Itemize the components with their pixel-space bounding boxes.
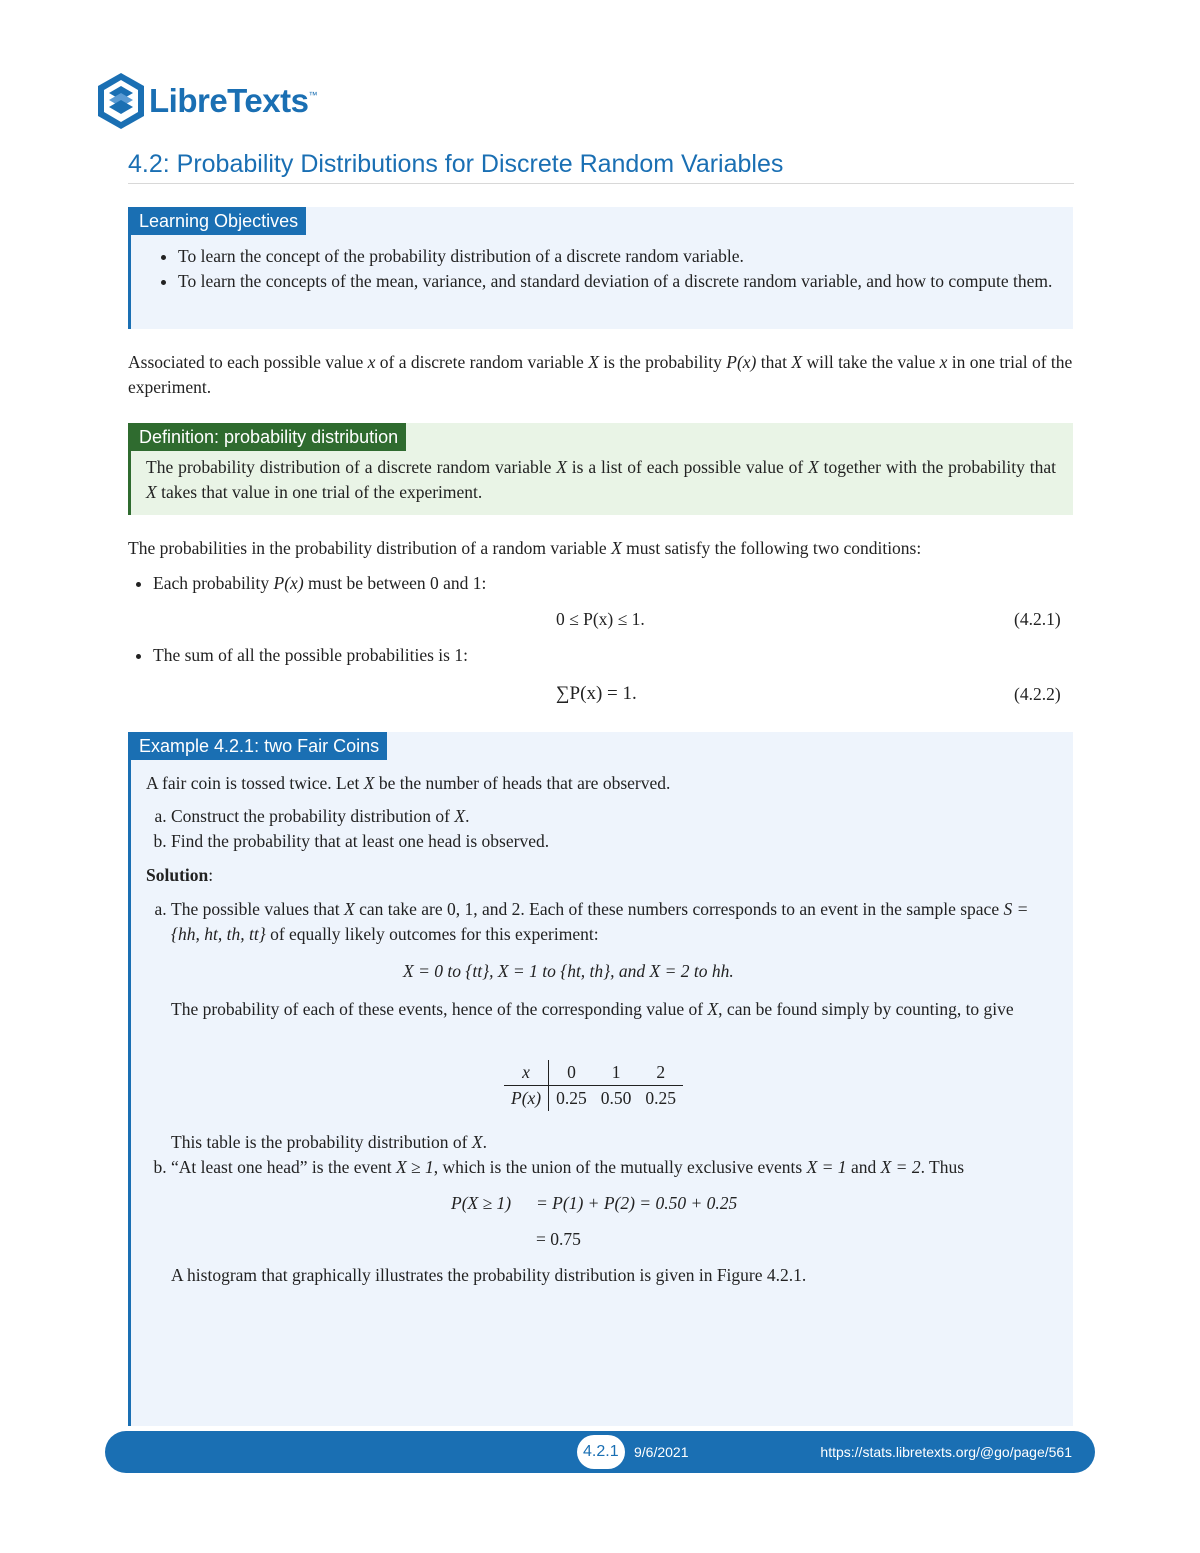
brand-name: LibreTexts™ (149, 82, 317, 119)
calc-line-1-rhs: = P(1) + P(2) = 0.50 + 0.25 (536, 1193, 738, 1213)
solution-list-a (146, 897, 1061, 947)
conditions-intro: The probabilities in the probability distribution of a random variable X must satisfy the following two conditions: (128, 538, 922, 558)
equation-4-2-1: 0 ≤ P(x) ≤ 1. (556, 609, 645, 629)
calc-line-2-rhs: = 0.75 (536, 1229, 581, 1249)
list-item: • To learn the concept of the probability distribution of a discrete random variable. (178, 244, 1083, 269)
example-box (128, 732, 1073, 1426)
example-questions (146, 804, 1071, 854)
list-item: b. “At least one head” is the event X ≥ 1, which is the union of the mutually exclusive events X = 1 and X = 2. Thus (171, 1155, 1071, 1180)
equation-4-2-2: ∑P(x) = 1. (556, 683, 637, 704)
table-cell: 1 (594, 1060, 639, 1086)
libretexts-logo[interactable] (95, 70, 317, 132)
learning-objectives-box (128, 207, 1073, 329)
definition-label: Definition: probability distribution (131, 423, 406, 451)
table-cell: 2 (638, 1060, 683, 1086)
example-label: Example 4.2.1: two Fair Coins (131, 732, 387, 760)
probability-paragraph: The probability of each of these events, hence of the corresponding value of X, can be found simply by counting, to give (171, 999, 1014, 1019)
list-item: • Each probability P(x) must be between 0 and 1: (153, 571, 1053, 596)
probability-distribution-table (504, 1060, 683, 1111)
table-note: This table is the probability distribution of X. (171, 1132, 487, 1152)
equation-number: (4.2.1) (1014, 609, 1061, 629)
table-header-cell: P(x) (504, 1086, 549, 1112)
intro-paragraph: Associated to each possible value x of a discrete random variable X is the probability P(x) that X will take the value x in one trial of the experiment. (128, 352, 1073, 397)
list-item: a. The possible values that X can take are 0, 1, and 2. Each of these numbers corresponds to an event in the sample space S = {hh, ht, th, tt} of equally likely outcomes for this experiment: (171, 897, 1061, 947)
page-number-badge: 4.2.1 (577, 1435, 625, 1469)
example-intro: A fair coin is tossed twice. Let X be the number of heads that are observed. (146, 773, 671, 793)
calc-line-1-lhs: P(X ≥ 1) (451, 1193, 512, 1213)
condition-list-2 (128, 643, 1053, 668)
histogram-note: A histogram that graphically illustrates the probability distribution is given in Figure 4.2.1. (171, 1265, 807, 1285)
list-item: b. Find the probability that at least one head is observed. (171, 829, 1071, 854)
learning-objectives-label: Learning Objectives (131, 207, 306, 235)
list-item: • The sum of all the possible probabilities is 1: (153, 643, 1053, 668)
footer-date: 9/6/2021 (634, 1444, 689, 1460)
table-header-cell: x (504, 1060, 549, 1086)
equation-number: (4.2.2) (1014, 684, 1061, 704)
table-cell: 0.25 (645, 1088, 676, 1108)
events-equation: X = 0 to {tt}, X = 1 to {ht, th}, and X = 2 to hh. (403, 961, 734, 981)
table-cell: 0.50 (600, 1088, 632, 1108)
solution-list-b (146, 1155, 1071, 1180)
definition-box (128, 423, 1073, 515)
list-item: a. Construct the probability distribution of X. (171, 804, 1071, 829)
learning-objectives-list (153, 244, 1083, 294)
table-row (504, 1060, 683, 1086)
libretexts-logo-icon (95, 71, 147, 131)
definition-text: The probability distribution of a discrete random variable X is a list of each possible value of X together with the probability that X takes that value in one trial of the experiment. (146, 457, 1056, 502)
footer-url-link[interactable]: https://stats.libretexts.org/@go/page/561 (820, 1444, 1072, 1460)
solution-label: Solution: (146, 865, 214, 885)
list-item: • To learn the concepts of the mean, variance, and standard deviation of a discrete random variable, and how to compute them. (178, 269, 1083, 294)
condition-list-1 (128, 571, 1053, 596)
page-title: 4.2: Probability Distributions for Discrete Random Variables (128, 150, 1074, 184)
table-cell: 0 (549, 1060, 594, 1086)
table-row (504, 1086, 683, 1112)
page-footer (105, 1431, 1095, 1473)
table-cell: 0.25 (556, 1088, 587, 1108)
